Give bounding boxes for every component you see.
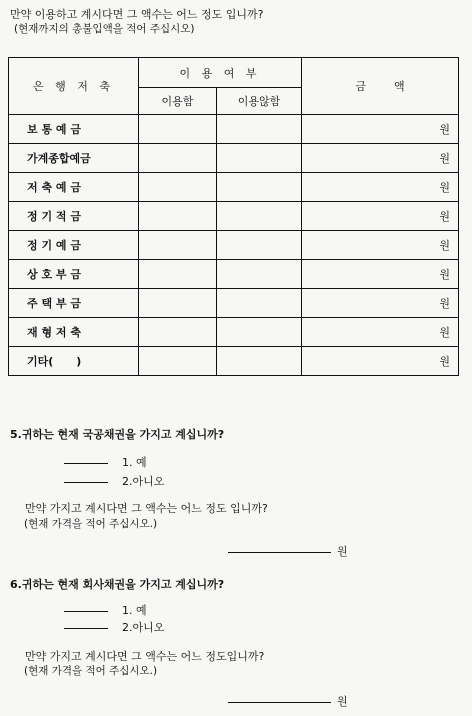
use-checkbox-cell[interactable]	[139, 144, 217, 173]
header-use: 이용함	[139, 88, 217, 115]
use-checkbox-cell[interactable]	[139, 231, 217, 260]
no-use-checkbox-cell[interactable]	[217, 202, 302, 231]
table-row	[9, 173, 459, 202]
table-row	[9, 347, 459, 376]
table-row	[9, 115, 459, 144]
amount-cell[interactable]: 원	[302, 318, 459, 347]
bank-name-cell: 상 호 부 금	[9, 260, 139, 289]
q6-amount-blank[interactable]	[228, 702, 331, 703]
bank-name-cell: 가계종합예금	[9, 144, 139, 173]
q6-amount-unit: 원	[337, 695, 348, 708]
q5-option-no: 2.아니오	[122, 475, 165, 488]
q6-option-no: 2.아니오	[122, 621, 165, 634]
use-checkbox-cell[interactable]	[139, 202, 217, 231]
q6-option-yes-blank[interactable]	[64, 611, 108, 612]
amount-cell[interactable]: 원	[302, 289, 459, 318]
no-use-checkbox-cell[interactable]	[217, 318, 302, 347]
amount-cell[interactable]: 원	[302, 260, 459, 289]
bank-name-cell: 기타( )	[9, 347, 139, 376]
bank-name-cell: 보 통 예 금	[9, 115, 139, 144]
table-row	[9, 260, 459, 289]
amount-cell[interactable]: 원	[302, 144, 459, 173]
q5-option-yes: 1. 예	[122, 456, 147, 469]
no-use-checkbox-cell[interactable]	[217, 173, 302, 202]
intro-question: 만약 이용하고 계시다면 그 액수는 어느 정도 입니까?	[10, 8, 264, 21]
q6-followup-instruction: (현재 가격을 적어 주십시오.)	[24, 665, 158, 677]
bank-savings-table	[8, 57, 459, 376]
intro-instruction: (현재까지의 총불입액을 적어 주십시오)	[14, 23, 195, 35]
use-checkbox-cell[interactable]	[139, 260, 217, 289]
bank-name-cell: 주 택 부 금	[9, 289, 139, 318]
amount-cell[interactable]: 원	[302, 347, 459, 376]
amount-cell[interactable]: 원	[302, 173, 459, 202]
amount-cell[interactable]: 원	[302, 115, 459, 144]
no-use-checkbox-cell[interactable]	[217, 289, 302, 318]
q6-option-no-blank[interactable]	[64, 628, 108, 629]
no-use-checkbox-cell[interactable]	[217, 347, 302, 376]
bank-name-cell: 정 기 예 금	[9, 231, 139, 260]
use-checkbox-cell[interactable]	[139, 173, 217, 202]
q5-option-yes-blank[interactable]	[64, 463, 108, 464]
table-row	[9, 144, 459, 173]
use-checkbox-cell[interactable]	[139, 289, 217, 318]
no-use-checkbox-cell[interactable]	[217, 115, 302, 144]
use-checkbox-cell[interactable]	[139, 347, 217, 376]
table-row	[9, 289, 459, 318]
q5-followup-instruction: (현재 가격을 적어 주십시오.)	[24, 518, 158, 530]
use-checkbox-cell[interactable]	[139, 115, 217, 144]
question-6: 6.귀하는 현재 회사채권을 가지고 계십니까?	[10, 578, 225, 591]
table-row	[9, 318, 459, 347]
table-row	[9, 231, 459, 260]
q5-followup: 만약 가지고 계시다면 그 액수는 어느 정도 입니까?	[25, 502, 268, 515]
bank-name-cell: 정 기 적 금	[9, 202, 139, 231]
bank-name-cell: 저 축 예 금	[9, 173, 139, 202]
q6-option-yes: 1. 예	[122, 604, 147, 617]
header-usage: 이 용 여 부	[139, 58, 302, 88]
q5-option-no-blank[interactable]	[64, 482, 108, 483]
amount-cell[interactable]: 원	[302, 231, 459, 260]
no-use-checkbox-cell[interactable]	[217, 260, 302, 289]
header-amount: 금 액	[302, 58, 459, 115]
no-use-checkbox-cell[interactable]	[217, 231, 302, 260]
bank-name-cell: 재 형 저 축	[9, 318, 139, 347]
header-no-use: 이용않함	[217, 88, 302, 115]
no-use-checkbox-cell[interactable]	[217, 144, 302, 173]
q6-followup: 만약 가지고 계시다면 그 액수는 어느 정도입니까?	[25, 650, 265, 663]
q5-amount-unit: 원	[337, 545, 348, 558]
question-5: 5.귀하는 현재 국공채권을 가지고 계십니까?	[10, 428, 225, 441]
use-checkbox-cell[interactable]	[139, 318, 217, 347]
table-row	[9, 202, 459, 231]
header-bank-savings: 은 행 저 축	[9, 58, 139, 115]
q5-amount-blank[interactable]	[228, 552, 331, 553]
amount-cell[interactable]: 원	[302, 202, 459, 231]
